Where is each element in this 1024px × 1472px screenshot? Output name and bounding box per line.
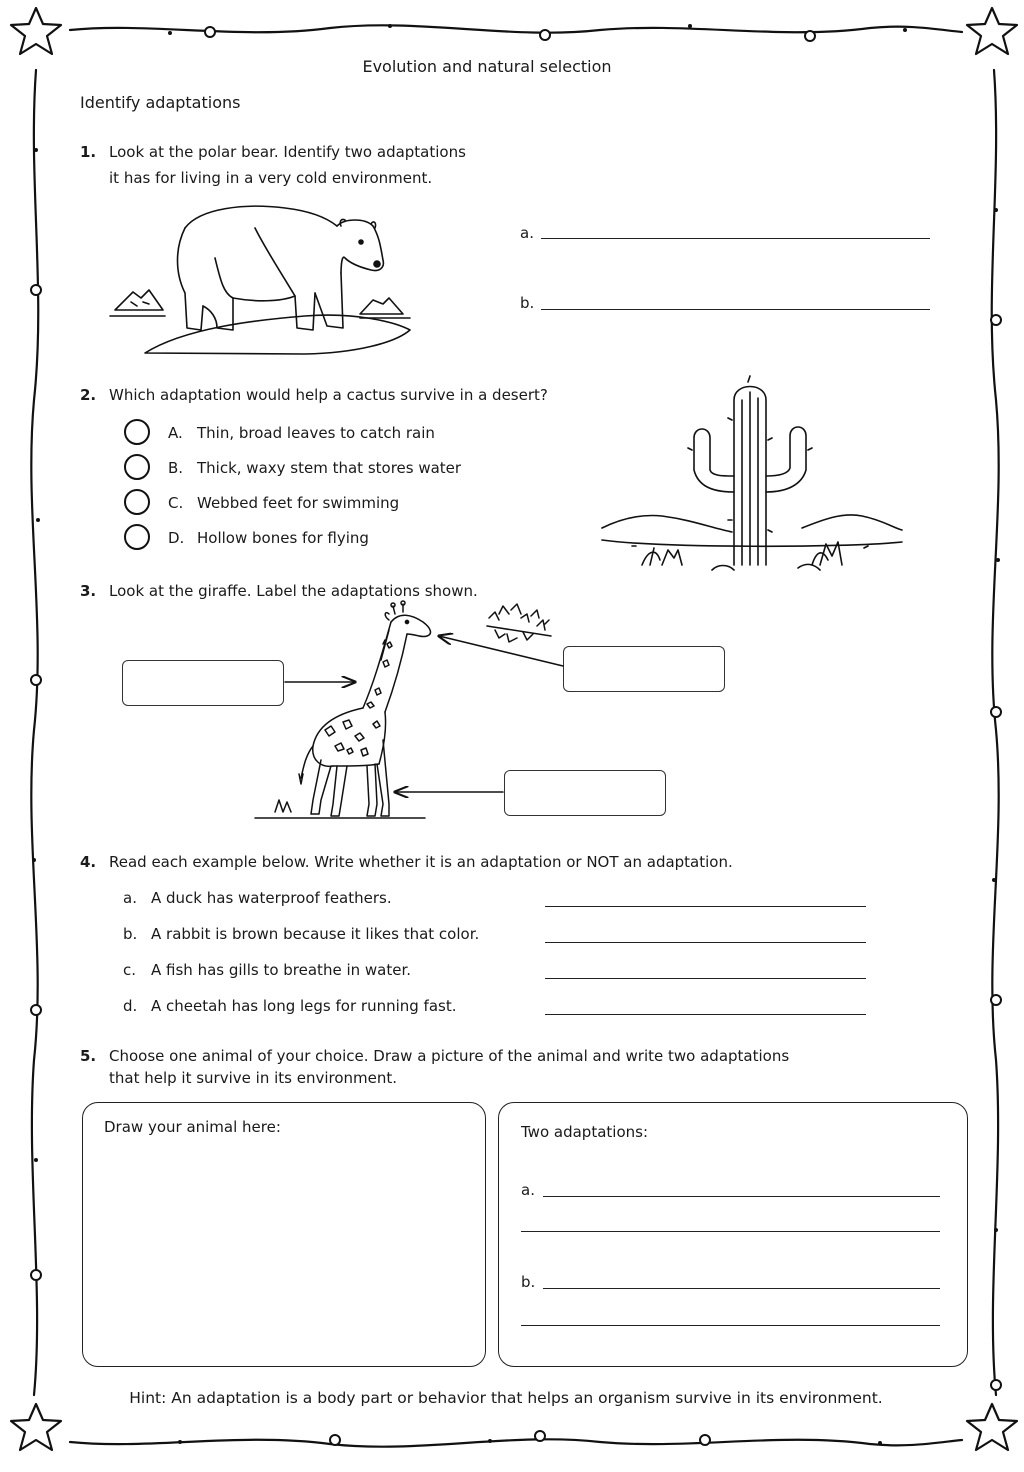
q4-item-c-text: A fish has gills to breathe in water. xyxy=(151,961,412,979)
q2-option-a-radio[interactable] xyxy=(124,419,150,445)
q4-item-d-letter: d. xyxy=(123,997,138,1015)
giraffe-icon xyxy=(255,600,735,830)
q4-item-c-line[interactable] xyxy=(545,978,866,979)
q2-number: 2. xyxy=(80,386,97,404)
q2-option-d-letter: D. xyxy=(168,529,185,547)
cactus-icon xyxy=(602,380,902,575)
q2-option-c-letter: C. xyxy=(168,494,184,512)
q4-item-a-letter: a. xyxy=(123,889,137,907)
q2-option-a-letter: A. xyxy=(168,424,183,442)
q2-text: Which adaptation would help a cactus survive in a desert? xyxy=(109,386,548,404)
q2-option-d-radio[interactable] xyxy=(124,524,150,550)
q1-answer-a-line[interactable] xyxy=(541,238,930,239)
section-heading: Identify adaptations xyxy=(80,93,241,112)
q3-text: Look at the giraffe. Label the adaptations shown. xyxy=(109,582,478,600)
q1-text-line1: Look at the polar bear. Identify two adaptations xyxy=(109,143,466,161)
q1-text-line2: it has for living in a very cold environment. xyxy=(109,169,433,187)
q5-answer-a-line2[interactable] xyxy=(521,1231,940,1232)
q1-answer-b-line[interactable] xyxy=(541,309,930,310)
q5-text-line2: that help it survive in its environment. xyxy=(109,1069,398,1087)
q2-option-a-text: Thin, broad leaves to catch rain xyxy=(197,424,435,442)
q5-answer-a-label: a. xyxy=(521,1181,535,1199)
q5-answer-b-line1[interactable] xyxy=(543,1288,940,1289)
q4-item-d-line[interactable] xyxy=(545,1014,866,1015)
q4-item-b-line[interactable] xyxy=(545,942,866,943)
q2-option-b-radio[interactable] xyxy=(124,454,150,480)
q5-answer-a-line1[interactable] xyxy=(543,1196,940,1197)
q4-item-d-text: A cheetah has long legs for running fast. xyxy=(151,997,457,1015)
q4-item-a-text: A duck has waterproof feathers. xyxy=(151,889,392,907)
hint-text: Hint: An adaptation is a body part or behavior that helps an organism survive in its environment. xyxy=(129,1389,883,1407)
q5-answer-b-line2[interactable] xyxy=(521,1325,940,1326)
q2-option-b-letter: B. xyxy=(168,459,184,477)
q4-item-b-letter: b. xyxy=(123,925,138,943)
q5-text-line1: Choose one animal of your choice. Draw a picture of the animal and write two adaptations xyxy=(109,1047,790,1065)
q2-option-b-text: Thick, waxy stem that stores water xyxy=(197,459,462,477)
q2-option-d-text: Hollow bones for flying xyxy=(197,529,369,547)
draw-animal-box[interactable] xyxy=(82,1102,486,1367)
q2-option-c-radio[interactable] xyxy=(124,489,150,515)
q3-number: 3. xyxy=(80,582,97,600)
q1-number: 1. xyxy=(80,143,97,161)
q4-text: Read each example below. Write whether it is an adaptation or NOT an adaptation. xyxy=(109,853,733,871)
q2-option-c-text: Webbed feet for swimming xyxy=(197,494,400,512)
q1-answer-b-label: b. xyxy=(520,294,535,312)
q4-item-a-line[interactable] xyxy=(545,906,866,907)
worksheet-title: Evolution and natural selection xyxy=(362,57,612,76)
q4-item-b-text: A rabbit is brown because it likes that color. xyxy=(151,925,480,943)
q5-answer-b-label: b. xyxy=(521,1273,536,1291)
q4-item-c-letter: c. xyxy=(123,961,137,979)
q1-answer-a-label: a. xyxy=(520,224,534,242)
q4-number: 4. xyxy=(80,853,97,871)
two-adaptations-box xyxy=(498,1102,968,1367)
two-adaptations-label: Two adaptations: xyxy=(521,1123,648,1141)
q5-number: 5. xyxy=(80,1047,97,1065)
draw-animal-label: Draw your animal here: xyxy=(104,1118,281,1136)
polar-bear-icon xyxy=(105,198,415,358)
